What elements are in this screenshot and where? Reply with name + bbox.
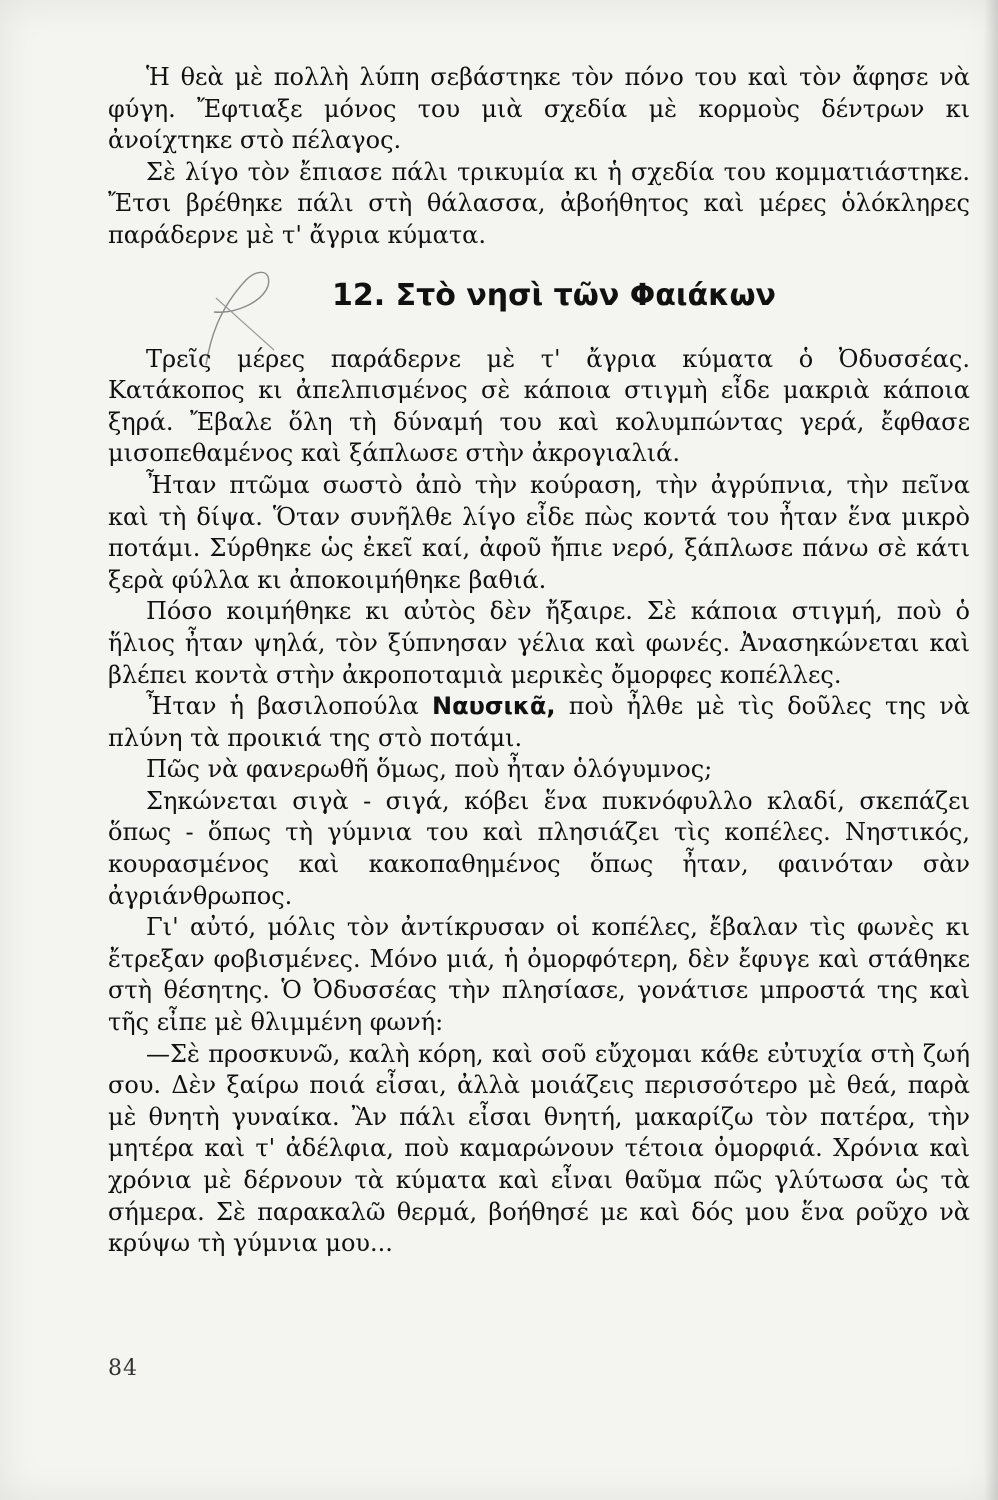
paragraph: —Σὲ προσκυνῶ, καλὴ κόρη, καὶ σοῦ εὔχομαι κάθε εὐτυχία στὴ ζωή σου. Δὲν ξαίρω ποιά εἶσαι, ἀλλὰ μοιάζεις περισσότερο μὲ θεά, παρὰ μὲ θνητὴ γυναίκα. Ἂν πάλι εἶσαι θνητή, μακαρίζω τὸν πατέρα, τὴν μητέρα καὶ τ' ἀδέλφια, ποὺ καμαρώνουν τέτοια ὀμορφιά. Χρόνια καὶ χρόνια μὲ δέρνουν τὰ κύματα καὶ εἶναι θαῦμα πῶς γλύτωσα ὡς τὰ σήμερα. Σὲ παρακαλῶ θερμά, βοήθησέ με καὶ δός μου ἕνα ροῦχο νὰ κρύψω τὴ γύμνια μου... [108,1039,970,1258]
paragraph: Γι' αὐτό, μόλις τὸν ἀντίκρυσαν οἱ κοπέλες, ἔβαλαν τὶς φωνὲς κι ἔτρεξαν φοβισμένες. Μόνο μιά, ἡ ὀμορφότερη, δὲν ἔφυγε καὶ στάθηκε στὴ θέσητης. Ὁ Ὀδυσσέας τὴν πλησίασε, γονάτισε μπροστά της καὶ τῆς εἶπε μὲ θλιμμένη φωνή: [108,913,970,1037]
paragraph: Ἦταν πτῶμα σωστὸ ἀπὸ τὴν κούραση, τὴν ἀγρύπνια, τὴν πεῖνα καὶ τὴ δίψα. Ὅταν συνῆλθε λίγο εἶδε πὼς κοντά του ἦταν ἕνα μικρὸ ποτάμι. Σύρθηκε ὡς ἐκεῖ καί, ἀφοῦ ἤπιε νερό, ξάπλωσε πάνω σὲ κάτι ξερὰ φύλλα κι ἀποκοιμήθηκε βαθιά. [108,470,970,594]
paragraph: Τρεῖς μέρες παράδερνε μὲ τ' ἄγρια κύματα ὁ Ὀδυσσέας. Κατάκοπος κι ἀπελπισμένος σὲ κάποια στιγμὴ εἶδε μακριὰ κάποια ξηρά. Ἔβαλε ὅλη τὴ δύναμή του καὶ κολυμπώντας γερά, ἔφθασε μισοπεθαμένος καὶ ξάπλωσε στὴν ἀκρογιαλιά. [108,344,970,468]
paragraph: Πῶς νὰ φανερωθῆ ὅμως, ποὺ ἦταν ὁλόγυμνος; [146,755,713,784]
paragraph-nausica [108,691,970,754]
name-nausica: Ναυσικᾶ, [432,692,556,721]
chapter-heading: 12. Στὸ νησὶ τῶν Φαιάκων [332,277,776,313]
paragraph-text: Ἦταν ἡ βασιλοπούλα [146,692,433,721]
body-text [108,62,970,1260]
paragraph: Ἡ θεὰ μὲ πολλὴ λύπη σεβάστηκε τὸν πόνο του καὶ τὸν ἄφησε νὰ φύγη. Ἔφτιαξε μόνος του μιὰ σχεδία μὲ κορμοὺς δέντρων κι ἀνοίχτηκε στὸ πέλαγος. [108,63,970,155]
paragraph: Σὲ λίγο τὸν ἔπιασε πάλι τρικυμία κι ἡ σχεδία του κομματιάστηκε. Ἔτσι βρέθηκε πάλι στὴ θάλασσα, ἀβοήθητος καὶ μέρες ὁλόκληρες παράδερνε μὲ τ' ἄγρια κύματα. [108,157,970,249]
spacer [108,314,970,344]
spacer [108,252,970,278]
paragraph-text: ποὺ ἦλθε μὲ τὶς δοῦλες της νὰ πλύνη τὰ προικιά της στὸ ποτάμι. [108,692,971,752]
page-number: 84 [108,1356,138,1381]
paragraph: Σηκώνεται σιγὰ - σιγά, κόβει ἕνα πυκνόφυλλο κλαδί, σκεπάζει ὅπως - ὅπως τὴ γύμνια του καὶ πλησιάζει τὶς κοπέλες. Νηστικός, κουρασμένος καὶ κακοπαθημένος ὅπως ἦταν, φαινόταν σὰν ἀγριάνθρωπος. [108,786,970,910]
paragraph: Πόσο κοιμήθηκε κι αὐτὸς δὲν ἤξαιρε. Σὲ κάποια στιγμή, ποὺ ὁ ἥλιος ἦταν ψηλά, τὸν ξύπνησαν γέλια καὶ φωνές. Ἀνασηκώνεται καὶ βλέπει κοντὰ στὴν ἀκροποταμιὰ μερικὲς ὄμορφες κοπέλλες. [108,597,970,689]
spine-shadow [984,0,998,1500]
